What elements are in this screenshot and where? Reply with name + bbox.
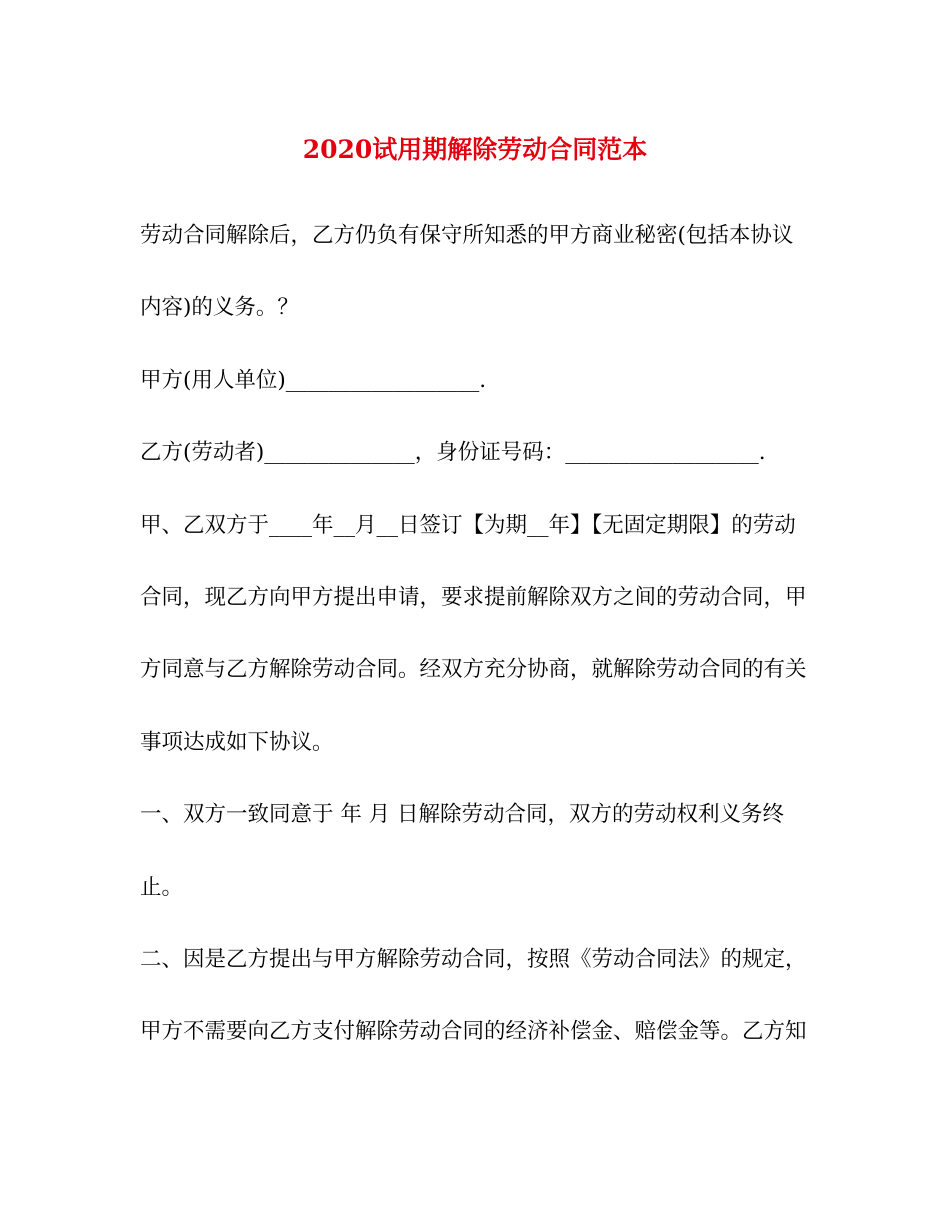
text-line: 止。 (140, 874, 184, 900)
text-line: 合同，现乙方向甲方提出申请，要求提前解除双方之间的劳动合同，甲 (140, 584, 807, 610)
document-title: 2020试用期解除劳动合同范本 (302, 135, 648, 164)
text-line: 甲、乙双方于____年__月__日签订【为期__年】【无固定期限】的劳动 (140, 512, 796, 538)
text-line: 一、双方一致同意于 年 月 日解除劳动合同，双方的劳动权利义务终 (140, 802, 785, 828)
paragraph-preamble (140, 490, 840, 780)
paragraph-party-a (140, 345, 840, 417)
text-line: 事项达成如下协议。 (140, 729, 334, 755)
clause-two (140, 924, 840, 1069)
text-line: 甲方不需要向乙方支付解除劳动合同的经济补偿金、赔偿金等。乙方知 (140, 1019, 807, 1045)
party-b-field: 乙方(劳动者)______________，身份证号码：__________________. (140, 440, 766, 466)
text-line: 劳动合同解除后，乙方仍负有保守所知悉的甲方商业秘密(包括本协议 (140, 223, 794, 248)
clause-one (140, 779, 840, 924)
text-line: 方同意与乙方解除劳动合同。经双方充分协商，就解除劳动合同的有关 (140, 657, 807, 683)
party-a-field: 甲方(用人单位)__________________. (140, 367, 487, 393)
document-body (140, 200, 840, 1069)
text-line: 二、因是乙方提出与甲方解除劳动合同，按照《劳动合同法》的规定， (140, 946, 807, 972)
text-line: 内容)的义务。？ (140, 295, 299, 321)
paragraph-party-b (140, 417, 840, 489)
paragraph-confidentiality (140, 200, 840, 345)
